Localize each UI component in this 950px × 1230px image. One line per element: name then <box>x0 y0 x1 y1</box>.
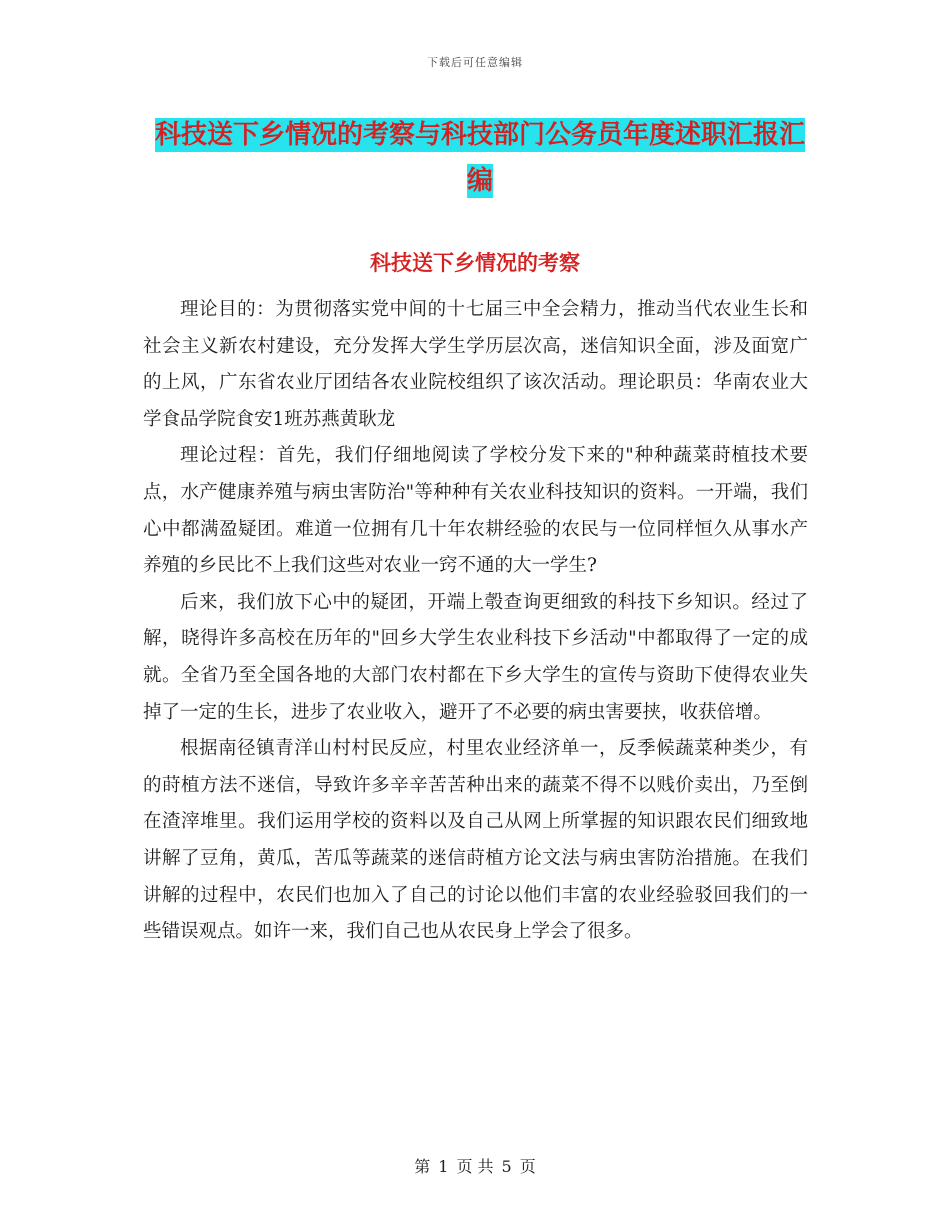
paragraph: 理论目的：为贯彻落实党中间的十七届三中全会精力，推动当代农业生长和社会主义新农村建设，充分发挥大学生学历层次高，迷信知识全面，涉及面宽广的上风，广东省农业厅团结各农业院校组织了该次活动。理论职员：华南农业大学食品学院食安1班苏燕黄耿龙 <box>143 299 808 430</box>
footer-suffix: 页 <box>519 1157 536 1176</box>
paragraph: 后来，我们放下心中的疑团，开端上彀查询更细致的科技下乡知识。经过了解，晓得许多高校在历年的"回乡大学生农业科技下乡活动"中都取得了一定的成就。全省乃至全国各地的大部门农村都在下乡大学生的宣传与资助下使得农业失掉了一定的生长，进步了农业收入，避开了不必要的病虫害要挟，收获倍增。 <box>143 591 808 723</box>
header-note: 下载后可任意编辑 <box>427 56 523 69</box>
section-title: 科技送下乡情况的考察 <box>370 250 580 275</box>
body-text <box>143 292 808 951</box>
page-number: 1 <box>438 1157 449 1176</box>
footer-mid: 页 共 <box>456 1157 494 1176</box>
document-title-text: 科技送下乡情况的考察与科技部门公务员年度述职汇报汇编 <box>154 120 805 196</box>
paragraph: 根据南径镇青洋山村村民反应，村里农业经济单一，反季候蔬菜种类少，有的莳植方法不迷信，导致许多辛辛苦苦种出来的蔬菜不得不以贱价卖出，乃至倒在渣滓堆里。我们运用学校的资料以及自己从网上所掌握的知识跟农民们细致地讲解了豆角，黄瓜，苦瓜等蔬菜的迷信莳植方论文法与病虫害防治措施。在我们讲解的过程中，农民们也加入了自己的讨论以他们丰富的农业经验驳回我们的一些错误观点。如许一来，我们自己也从农民身上学会了很多。 <box>143 738 808 943</box>
document-title <box>150 112 810 204</box>
page-footer <box>0 1154 950 1177</box>
page-total: 5 <box>501 1157 512 1176</box>
paragraph: 理论过程：首先，我们仔细地阅读了学校分发下来的"种种蔬菜莳植技术要点，水产健康养殖与病虫害防治"等种种有关农业科技知识的资料。一开端，我们心中都满盈疑团。难道一位拥有几十年农耕经验的农民与一位同样恒久从事水产养殖的乡民比不上我们这些对农业一窍不通的大一学生? <box>143 445 808 577</box>
footer-prefix: 第 <box>414 1157 431 1176</box>
